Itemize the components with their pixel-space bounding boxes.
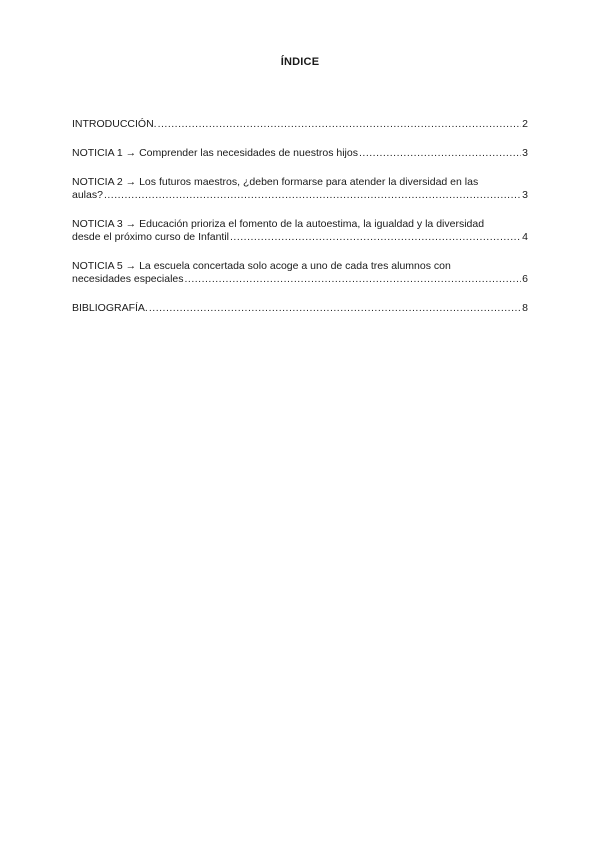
toc-entry-text-first-line: NOTICIA 3 → Educación prioriza el fomento de la autoestima, la igualdad y la diversidad [72, 218, 485, 230]
toc-entry-noticia-2[interactable] [72, 176, 528, 202]
toc-entry-text-first-line: NOTICIA 5 → La escuela concertada solo acoge a uno de cada tres alumnos con [72, 260, 451, 272]
toc-entry-line [72, 147, 528, 160]
toc-entry-text: necesidades especiales [72, 273, 184, 285]
toc-entry-text: INTRODUCCIÓN. [72, 118, 157, 130]
toc-entry-noticia-3[interactable] [72, 218, 528, 244]
toc-entry-text-first-line: NOTICIA 2 → Los futuros maestros, ¿deben formarse para atender la diversidad en las [72, 176, 479, 188]
toc-entry-noticia-1[interactable] [72, 147, 528, 160]
toc-entry-line [72, 273, 528, 286]
toc-entry-line [72, 302, 528, 315]
toc-page-number: 4 [522, 231, 528, 243]
toc-page-number: 2 [522, 118, 528, 130]
toc-entry-bibliografia[interactable] [72, 302, 528, 315]
toc-entry-introduccion[interactable] [72, 118, 528, 131]
toc-entry-text: BIBLIOGRAFÍA. [72, 302, 148, 314]
toc-entry-text: desde el próximo curso de Infantil [72, 231, 230, 243]
toc-dot-leader [158, 118, 522, 131]
toc-dot-leader [359, 147, 521, 160]
toc-page-number: 3 [522, 189, 528, 201]
toc-dot-leader [230, 231, 521, 244]
toc-entry-noticia-5[interactable] [72, 260, 528, 286]
toc-page-number: 8 [522, 302, 528, 314]
toc-entry-text: NOTICIA 1 → Comprender las necesidades de nuestros hijos [72, 147, 358, 159]
toc-dot-leader [104, 189, 521, 202]
toc-title: ÍNDICE [280, 56, 320, 68]
toc-dot-leader [149, 302, 521, 315]
toc-page-number: 6 [522, 273, 528, 285]
toc-dot-leader [185, 273, 522, 286]
toc-entry-line [72, 189, 528, 202]
table-of-contents [72, 118, 528, 331]
toc-entry-line [72, 231, 528, 244]
toc-entry-line [72, 118, 528, 131]
toc-entry-text: aulas? [72, 189, 103, 201]
toc-page-number: 3 [522, 147, 528, 159]
